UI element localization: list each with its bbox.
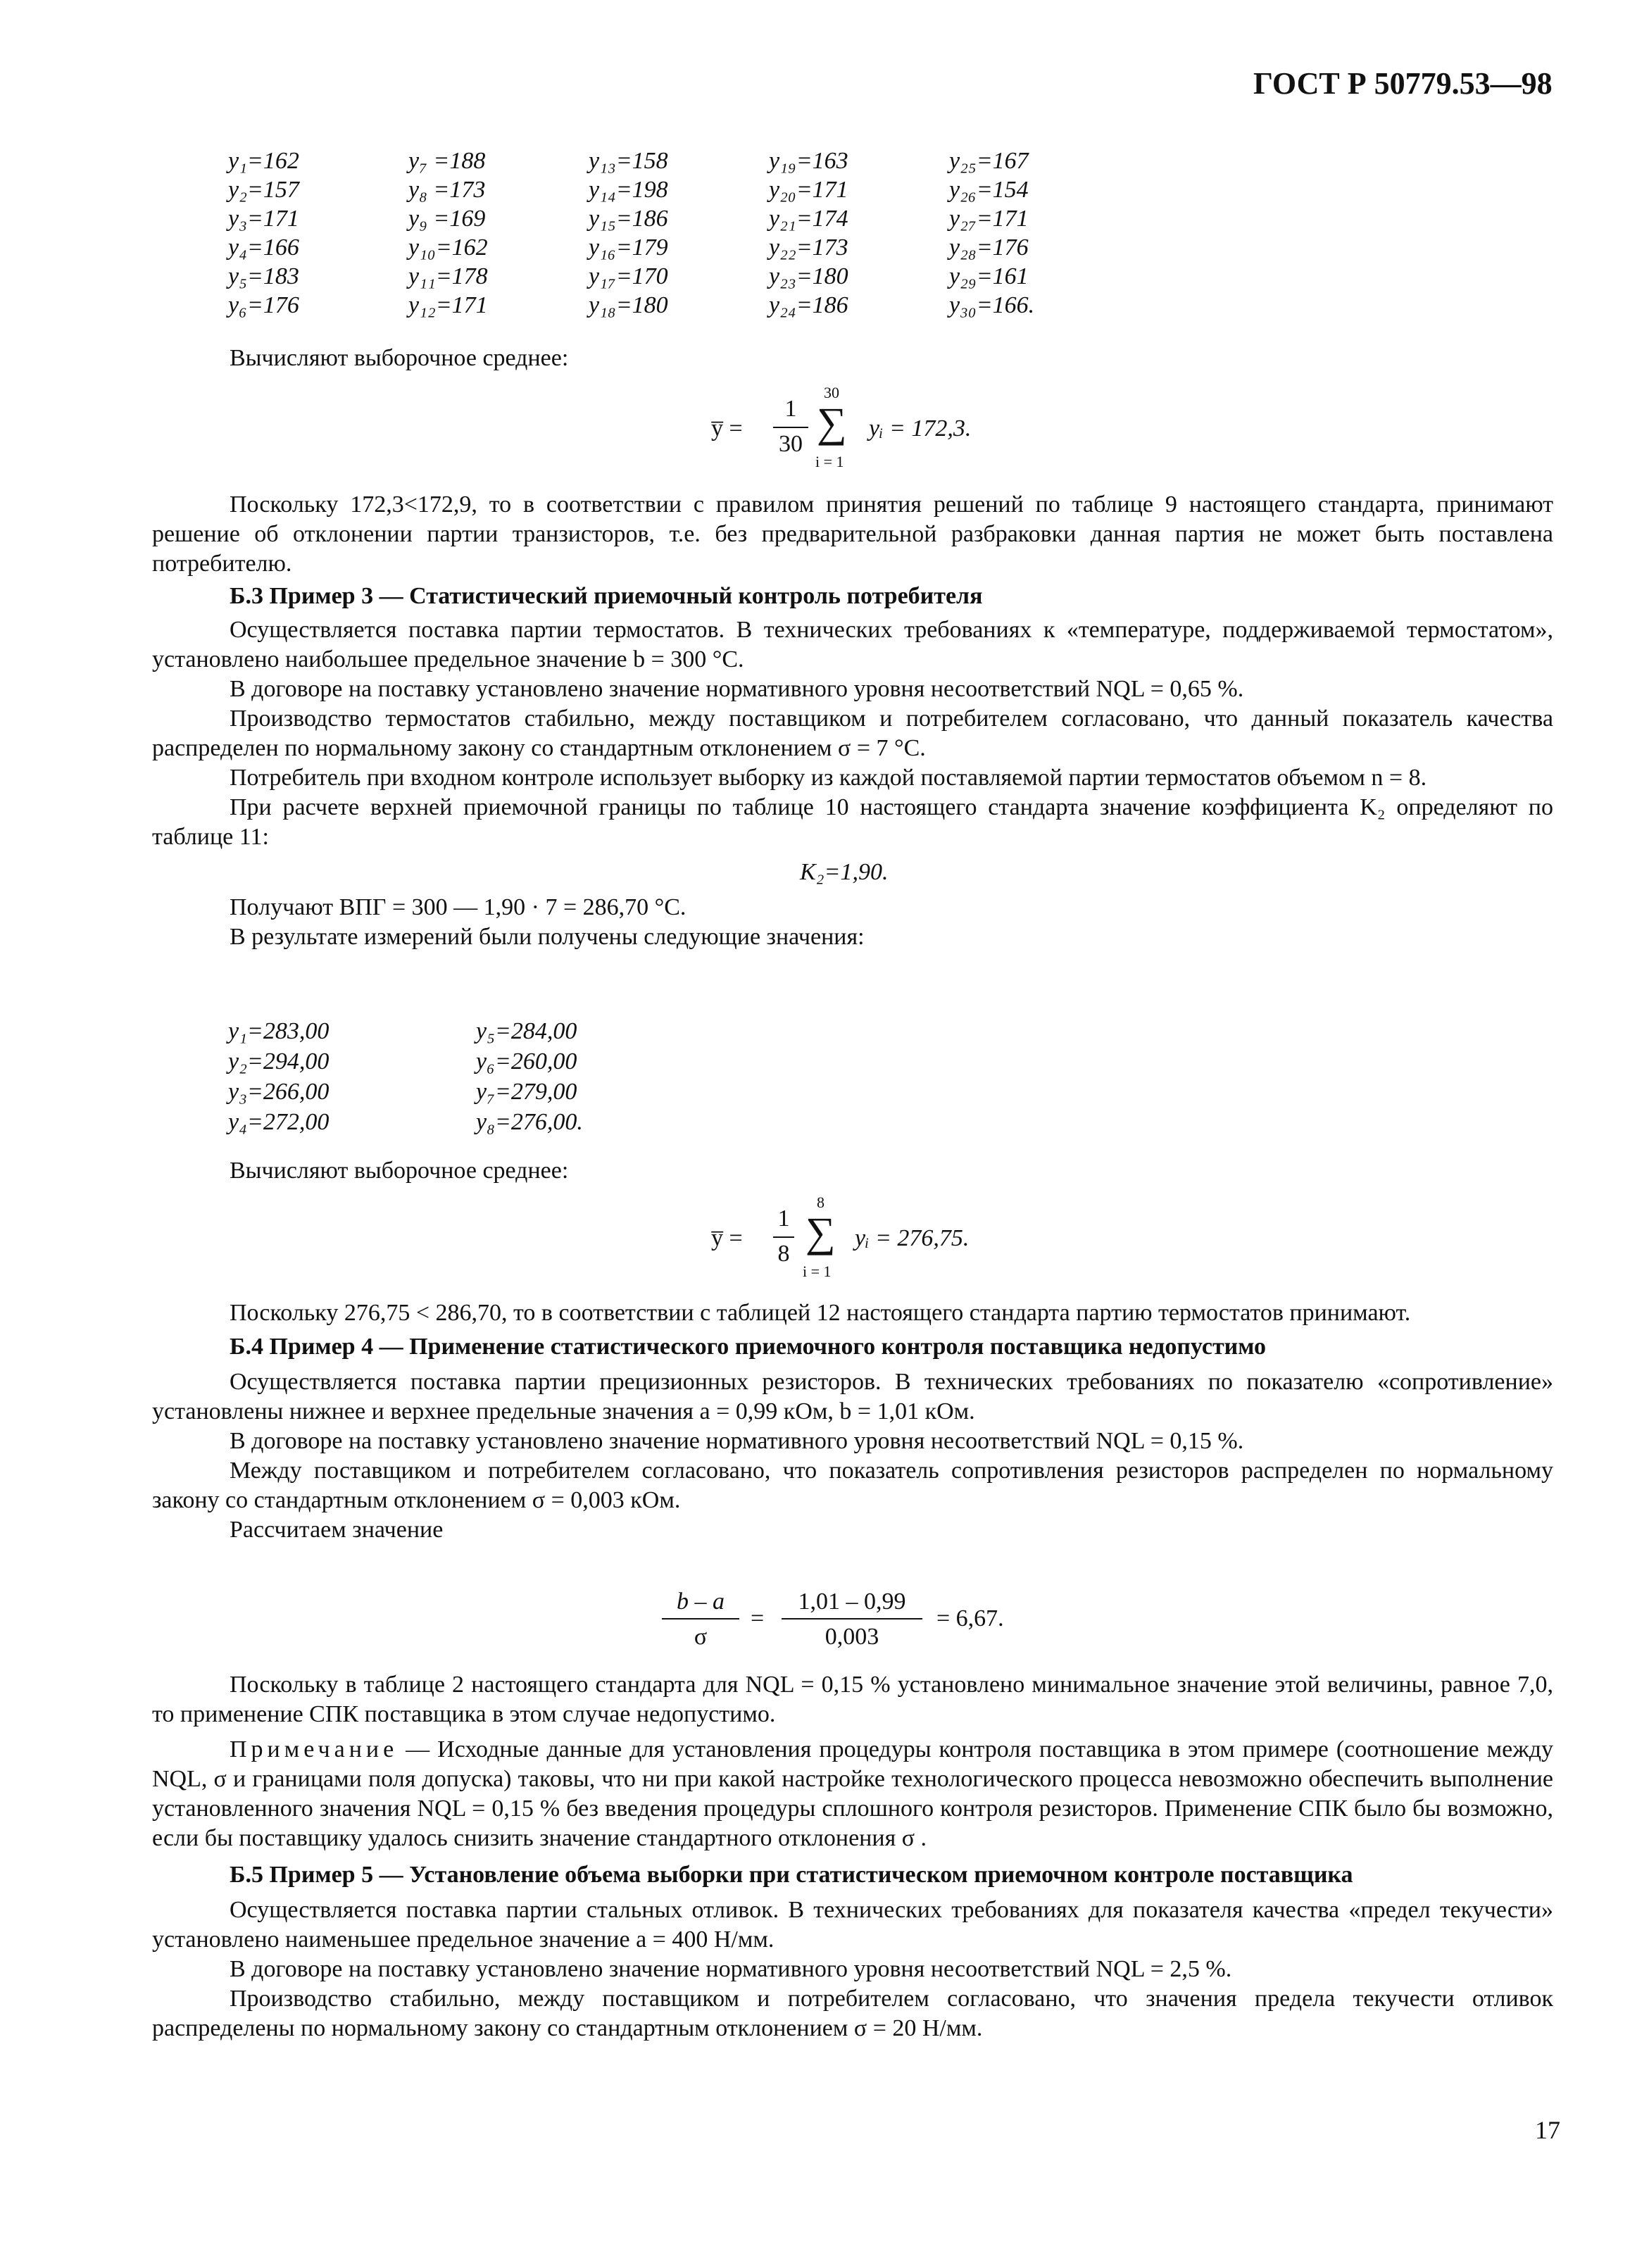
- formula-den2: 0,003: [824, 1624, 879, 1650]
- paragraph-b5-1: Осуществляется поставка партии стальных отливок. В технических требованиях для показателя качества «предел текучести» установлено наименьшее предельное значение a = 400 Н/мм.: [152, 1897, 1553, 1953]
- value-cell: y₇ =188: [408, 148, 486, 174]
- value-cell: y₁₀=162: [408, 234, 488, 261]
- paragraph-b5-3: Производство стабильно, между поставщиком и потребителем согласовано, что значения предела текучести отливок распределены по нормальному закону со стандартным отклонением σ = 20 Н/мм.: [152, 1986, 1553, 2041]
- note: [152, 1735, 1553, 1853]
- value-cell: y₂₃=180: [769, 263, 848, 289]
- value-cell: y₁₇=170: [589, 263, 668, 289]
- value-cell: y₂₂=173: [769, 234, 848, 261]
- paragraph-b3-4: Потребитель при входном контроле использует выборку из каждой поставляемой партии термостатов объемом n = 8.: [230, 765, 1427, 791]
- formula-num2: 1,01 – 0,99: [798, 1589, 906, 1615]
- value-cell: y₉ =169: [408, 206, 486, 232]
- formula-lhs: y̅ =: [711, 415, 743, 441]
- standard-header: ГОСТ Р 50779.53—98: [1253, 66, 1553, 101]
- formula-eq1: =: [751, 1605, 765, 1631]
- value-cell: y₅=183: [228, 263, 299, 289]
- value-cell: y₇=279,00: [476, 1079, 577, 1105]
- value-cell: y₂₀=171: [769, 177, 848, 203]
- value-cell: y₆=260,00: [476, 1048, 577, 1075]
- formula-num1: b – a: [677, 1589, 725, 1615]
- formula-den: 8: [777, 1241, 790, 1267]
- value-cell: y₃=266,00: [228, 1079, 330, 1105]
- formula-ratio: [662, 1587, 1084, 1665]
- formula-lower: i = 1: [803, 1263, 832, 1280]
- paragraph-b5-2: В договоре на поставку установлено значение нормативного уровня несоответствий NQL = 2,5 %.: [230, 1956, 1232, 1982]
- paragraph-since-1: Поскольку 172,3<172,9, то в соответствии с правилом принятия решений по таблице 9 настоящего стандарта, принимают решение об отклонении партии транзисторов, т.е. без предварительной разбраковки данная партия не может быть поставлена потребителю.: [152, 491, 1553, 577]
- sum-symbol: ∑: [817, 399, 847, 446]
- paragraph-b3-1: Осуществляется поставка партии термостатов. В технических требованиях к «температуре, поддерживаемой термостатом», установлено наибольшее предельное значение b = 300 °С.: [152, 617, 1553, 672]
- calc-mean-label-1: Вычисляют выборочное среднее:: [230, 345, 569, 371]
- calc-mean-label-2: Вычисляют выборочное среднее:: [230, 1158, 569, 1184]
- paragraph-b4-1: Осуществляется поставка партии прецизионных резисторов. В технических требованиях по показателю «сопротивление» установлены нижнее и верхнее предельные значения a = 0,99 кОм, b = 1,01 кОм.: [152, 1369, 1553, 1424]
- value-cell: y₅=284,00: [476, 1018, 577, 1044]
- value-cell: y₈=276,00.: [476, 1109, 583, 1135]
- value-cell: y₁₁=178: [408, 263, 488, 289]
- value-cell: y₁=162: [228, 148, 299, 174]
- k2-value: K₂=1,90.: [800, 859, 889, 885]
- paragraph-b3-7: В результате измерений были получены следующие значения:: [230, 924, 865, 950]
- value-cell: y₁=283,00: [228, 1018, 330, 1044]
- value-cell: y₈ =173: [408, 177, 486, 203]
- value-cell: y₂₆=154: [949, 177, 1029, 203]
- heading-b3: Б.3 Пример 3 — Статистический приемочный контроль потребителя: [230, 583, 983, 609]
- value-cell: y₁₆=179: [589, 234, 668, 261]
- values-table-1: [228, 146, 1143, 330]
- value-cell: y₂=294,00: [228, 1048, 330, 1075]
- sum-symbol: ∑: [805, 1209, 836, 1255]
- value-cell: y₁₄=198: [589, 177, 668, 203]
- value-cell: y₄=166: [228, 234, 299, 261]
- value-cell: y₁₅=186: [589, 206, 668, 232]
- heading-b5: Б.5 Пример 5 — Установление объема выборки при статистическом приемочном контроле поставщика: [230, 1862, 1353, 1888]
- paragraph-b4-5: Поскольку в таблице 2 настоящего стандарта для NQL = 0,15 % установлено минимальное значение этой величины, равное 7,0, то применение СПК поставщика в этом случае недопустимо.: [152, 1672, 1553, 1727]
- note-label: Примечание: [230, 1736, 399, 1762]
- note-text: — Исходные данные для установления процедуры контроля поставщика в этом примере (соотношение между NQL, σ и границами поля допуска) таковы, что ни при какой настройке технологического процесса невозможно обеспечить выполнение установленного значения NQL = 0,15 % без введения процедуры сплошного контроля резисторов. Применение СПК было бы возможно, если бы поставщику удалось снизить значение стандартного отклонения σ .: [152, 1736, 1554, 1851]
- value-cell: y₁₉=163: [769, 148, 848, 174]
- formula-den: 30: [779, 431, 803, 457]
- value-cell: y₆=176: [228, 292, 299, 318]
- formula-num: 1: [777, 1205, 790, 1232]
- paragraph-b4-4: Рассчитаем значение: [230, 1517, 444, 1543]
- formula-upper: 8: [817, 1193, 824, 1211]
- values-table-2: [228, 1017, 721, 1144]
- value-cell: y₂₈=176: [949, 234, 1029, 261]
- paragraph-b3-2: В договоре на поставку установлено значение нормативного уровня несоответствий NQL = 0,65 %.: [230, 676, 1244, 702]
- formula-lower: i = 1: [815, 453, 844, 470]
- paragraph-b4-2: В договоре на поставку установлено значение нормативного уровня несоответствий NQL = 0,15 %.: [230, 1428, 1244, 1454]
- paragraph-b3-5: При расчете верхней приемочной границы по таблице 10 настоящего стандарта значение коэффициента K₂ определяют по таблице 11:: [152, 794, 1553, 850]
- value-cell: y₂₁=174: [769, 206, 848, 232]
- formula-mean-1: [711, 380, 1063, 486]
- formula-mean-2: [711, 1190, 1063, 1296]
- heading-b4: Б.4 Пример 4 — Применение статистического приемочного контроля поставщика недопустимо: [230, 1334, 1266, 1360]
- value-cell: y₁₂=171: [408, 292, 488, 318]
- value-cell: y₂₇=171: [949, 206, 1029, 232]
- formula-upper: 30: [824, 384, 839, 401]
- value-cell: y₂₅=167: [949, 148, 1029, 174]
- formula-den1: σ: [694, 1624, 708, 1650]
- value-cell: y₁₃=158: [589, 148, 668, 174]
- value-cell: y₃₀=166.: [949, 292, 1035, 318]
- paragraph-b4-3: Между поставщиком и потребителем согласовано, что показатель сопротивления резисторов распределен по нормальному закону со стандартным отклонением σ = 0,003 кОм.: [152, 1458, 1553, 1513]
- value-cell: y₂=157: [228, 177, 299, 203]
- formula-num: 1: [784, 396, 797, 422]
- value-cell: y₂₉=161: [949, 263, 1029, 289]
- formula-eq2: = 6,67.: [936, 1605, 1004, 1631]
- formula-term: yᵢ = 172,3.: [869, 415, 972, 441]
- value-cell: y₄=272,00: [228, 1109, 330, 1135]
- value-cell: y₁₈=180: [589, 292, 668, 318]
- paragraph-b3-3: Производство термостатов стабильно, между поставщиком и потребителем согласовано, что данный показатель качества распределен по нормальному закону со стандартным отклонением σ = 7 °С.: [152, 706, 1553, 761]
- page-number: 17: [1535, 2116, 1560, 2144]
- paragraph-since-2: Поскольку 276,75 < 286,70, то в соответствии с таблицей 12 настоящего стандарта партию термостатов принимают.: [230, 1300, 1411, 1326]
- value-cell: y₃=171: [228, 206, 299, 232]
- paragraph-b3-6: Получают ВПГ = 300 — 1,90 · 7 = 286,70 °С.: [230, 894, 686, 920]
- formula-term: yᵢ = 276,75.: [855, 1225, 970, 1251]
- value-cell: y₂₄=186: [769, 292, 848, 318]
- formula-lhs: y̅ =: [711, 1225, 743, 1251]
